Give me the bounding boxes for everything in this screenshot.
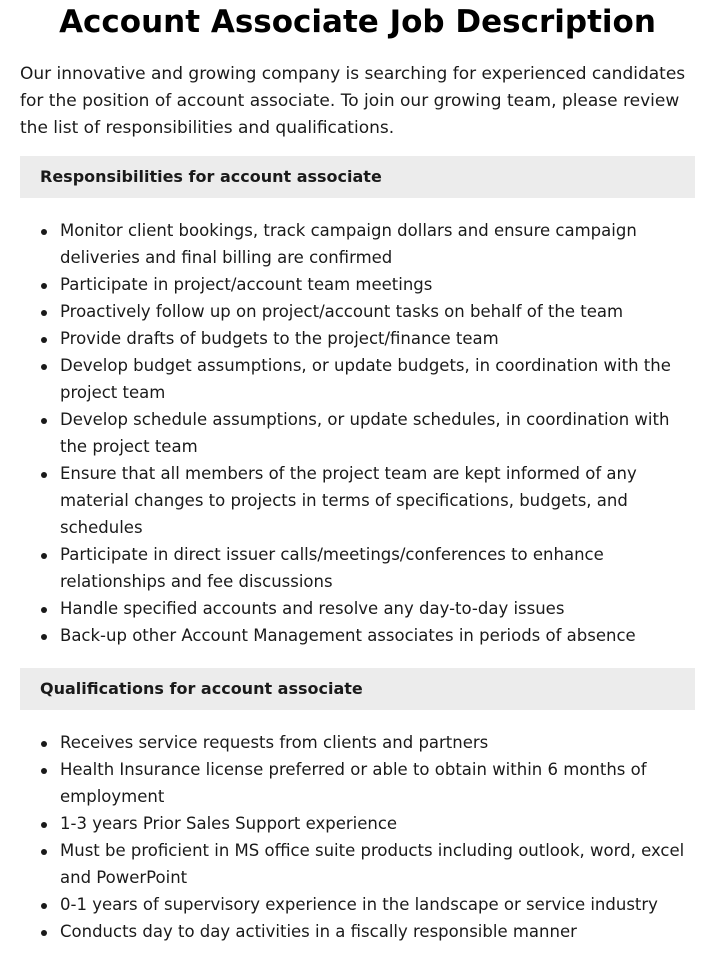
list-item-text: Receives service requests from clients and partners <box>60 733 489 752</box>
list-item <box>20 352 700 406</box>
list-item-text: Ensure that all members of the project team are kept informed of any material changes to projects in terms of specifications, budgets, and schedules <box>60 464 637 537</box>
bullet-icon <box>41 310 47 316</box>
responsibilities-list <box>20 217 700 649</box>
intro-paragraph: Our innovative and growing company is searching for experienced candidates for the position of account associate. To join our growing team, please review the list of responsibilities and qualifications. <box>20 64 686 138</box>
list-item-text: Handle specified accounts and resolve any day-to-day issues <box>60 599 565 618</box>
list-item-text: Develop budget assumptions, or update budgets, in coordination with the project team <box>60 356 671 402</box>
list-item <box>20 541 700 595</box>
bullet-icon <box>41 768 47 774</box>
bullet-icon <box>41 472 47 478</box>
list-item-text: Develop schedule assumptions, or update schedules, in coordination with the project team <box>60 410 670 456</box>
list-item-text: Participate in project/account team meetings <box>60 275 433 294</box>
list-item <box>20 918 700 945</box>
bullet-icon <box>41 903 47 909</box>
list-item <box>20 406 700 460</box>
list-item <box>20 325 700 352</box>
list-item <box>20 729 700 756</box>
qualifications-list <box>20 729 700 945</box>
list-item-text: Provide drafts of budgets to the project/finance team <box>60 329 499 348</box>
list-item <box>20 298 700 325</box>
bullet-icon <box>41 283 47 289</box>
list-item-text: 0-1 years of supervisory experience in the landscape or service industry <box>60 895 658 914</box>
bullet-icon <box>41 822 47 828</box>
list-item-text: Proactively follow up on project/account tasks on behalf of the team <box>60 302 624 321</box>
page-title: Account Associate Job Description <box>59 4 656 40</box>
responsibilities-heading: Responsibilities for account associate <box>20 156 695 198</box>
bullet-icon <box>41 337 47 343</box>
list-item <box>20 837 700 891</box>
list-item <box>20 810 700 837</box>
bullet-icon <box>41 229 47 235</box>
list-item-text: Health Insurance license preferred or able to obtain within 6 months of employment <box>60 760 647 806</box>
list-item <box>20 271 700 298</box>
bullet-icon <box>41 364 47 370</box>
list-item-text: Participate in direct issuer calls/meetings/conferences to enhance relationships and fee discussions <box>60 545 604 591</box>
bullet-icon <box>41 607 47 613</box>
list-item <box>20 891 700 918</box>
list-item-text: Conducts day to day activities in a fiscally responsible manner <box>60 922 577 941</box>
bullet-icon <box>41 418 47 424</box>
list-item-text: Back-up other Account Management associates in periods of absence <box>60 626 636 645</box>
list-item-text: Must be proficient in MS office suite products including outlook, word, excel and PowerPoint <box>60 841 685 887</box>
list-item-text: 1-3 years Prior Sales Support experience <box>60 814 398 833</box>
bullet-icon <box>41 553 47 559</box>
list-item <box>20 622 700 649</box>
bullet-icon <box>41 741 47 747</box>
list-item <box>20 217 700 271</box>
list-item <box>20 756 700 810</box>
list-item <box>20 460 700 541</box>
bullet-icon <box>41 634 47 640</box>
bullet-icon <box>41 930 47 936</box>
bullet-icon <box>41 849 47 855</box>
qualifications-heading: Qualifications for account associate <box>20 668 695 710</box>
list-item <box>20 595 700 622</box>
list-item-text: Monitor client bookings, track campaign dollars and ensure campaign deliveries and final billing are confirmed <box>60 221 637 267</box>
